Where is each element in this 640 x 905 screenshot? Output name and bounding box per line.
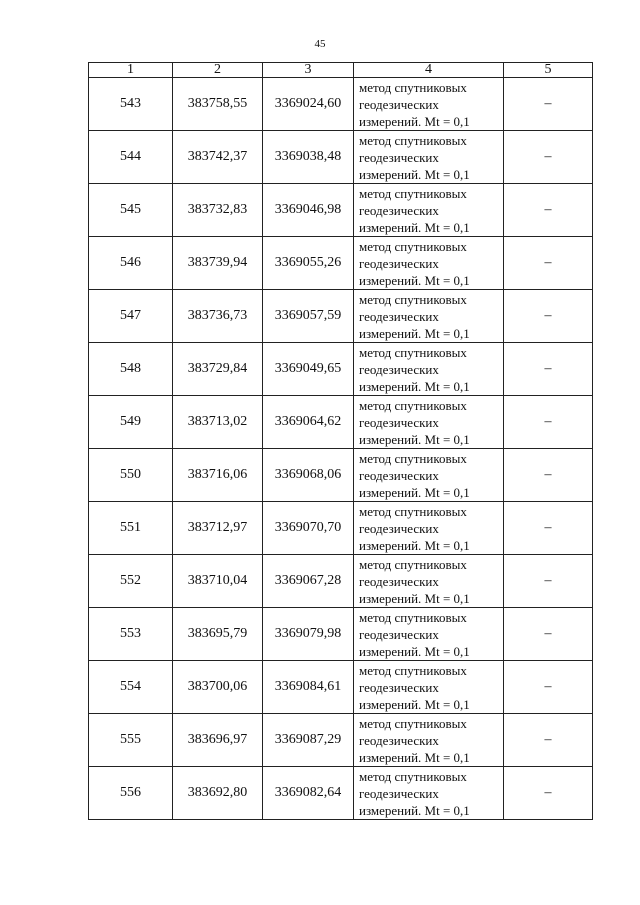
method-line: метод спутниковых xyxy=(359,715,467,731)
method-line: геодезических xyxy=(359,255,439,271)
table-row xyxy=(89,290,593,343)
method-cell xyxy=(354,237,504,290)
method-cell xyxy=(354,608,504,661)
method-line: геодезических xyxy=(359,414,439,430)
method-line: метод спутниковых xyxy=(359,768,467,784)
point-number-cell: 546 xyxy=(89,237,173,290)
note-cell: – xyxy=(504,449,593,502)
header-row xyxy=(89,63,593,78)
y-coordinate-cell: 3369049,65 xyxy=(263,343,354,396)
method-cell xyxy=(354,767,504,820)
method-line: измерений. Mt = 0,1 xyxy=(359,272,470,288)
column-header-4: 4 xyxy=(354,63,504,78)
method-line: метод спутниковых xyxy=(359,238,467,254)
method-line: метод спутниковых xyxy=(359,291,467,307)
column-header-3: 3 xyxy=(263,63,354,78)
point-number-cell: 544 xyxy=(89,131,173,184)
method-line: геодезических xyxy=(359,679,439,695)
note-cell: – xyxy=(504,237,593,290)
x-coordinate-cell: 383736,73 xyxy=(173,290,263,343)
note-cell: – xyxy=(504,131,593,184)
table-row xyxy=(89,449,593,502)
x-coordinate-cell: 383739,94 xyxy=(173,237,263,290)
note-cell: – xyxy=(504,290,593,343)
method-line: измерений. Mt = 0,1 xyxy=(359,325,470,341)
y-coordinate-cell: 3369064,62 xyxy=(263,396,354,449)
note-cell: – xyxy=(504,343,593,396)
method-line: геодезических xyxy=(359,96,439,112)
column-header-5: 5 xyxy=(504,63,593,78)
table-row xyxy=(89,767,593,820)
table-row xyxy=(89,608,593,661)
point-number-cell: 548 xyxy=(89,343,173,396)
method-cell xyxy=(354,131,504,184)
note-cell: – xyxy=(504,555,593,608)
x-coordinate-cell: 383732,83 xyxy=(173,184,263,237)
x-coordinate-cell: 383695,79 xyxy=(173,608,263,661)
method-line: геодезических xyxy=(359,520,439,536)
point-number-cell: 543 xyxy=(89,78,173,131)
table-row xyxy=(89,555,593,608)
x-coordinate-cell: 383716,06 xyxy=(173,449,263,502)
column-header-1: 1 xyxy=(89,63,173,78)
method-line: измерений. Mt = 0,1 xyxy=(359,749,470,765)
method-line: измерений. Mt = 0,1 xyxy=(359,166,470,182)
note-cell: – xyxy=(504,184,593,237)
y-coordinate-cell: 3369055,26 xyxy=(263,237,354,290)
y-coordinate-cell: 3369046,98 xyxy=(263,184,354,237)
table-row xyxy=(89,184,593,237)
point-number-cell: 547 xyxy=(89,290,173,343)
method-cell xyxy=(354,78,504,131)
method-line: геодезических xyxy=(359,785,439,801)
point-number-cell: 554 xyxy=(89,661,173,714)
method-line: измерений. Mt = 0,1 xyxy=(359,113,470,129)
method-line: метод спутниковых xyxy=(359,79,467,95)
table-row xyxy=(89,661,593,714)
method-line: метод спутниковых xyxy=(359,609,467,625)
method-cell xyxy=(354,714,504,767)
y-coordinate-cell: 3369057,59 xyxy=(263,290,354,343)
method-line: измерений. Mt = 0,1 xyxy=(359,537,470,553)
x-coordinate-cell: 383712,97 xyxy=(173,502,263,555)
point-number-cell: 550 xyxy=(89,449,173,502)
column-header-2: 2 xyxy=(173,63,263,78)
table-row xyxy=(89,343,593,396)
table-row xyxy=(89,714,593,767)
table-body xyxy=(89,78,593,820)
method-cell xyxy=(354,502,504,555)
method-line: геодезических xyxy=(359,626,439,642)
note-cell: – xyxy=(504,78,593,131)
x-coordinate-cell: 383700,06 xyxy=(173,661,263,714)
x-coordinate-cell: 383742,37 xyxy=(173,131,263,184)
method-cell xyxy=(354,661,504,714)
table-row xyxy=(89,502,593,555)
method-line: геодезических xyxy=(359,308,439,324)
method-line: измерений. Mt = 0,1 xyxy=(359,219,470,235)
x-coordinate-cell: 383710,04 xyxy=(173,555,263,608)
point-number-cell: 556 xyxy=(89,767,173,820)
method-cell xyxy=(354,396,504,449)
table-row xyxy=(89,78,593,131)
table-row xyxy=(89,131,593,184)
table-header xyxy=(89,63,593,78)
method-line: измерений. Mt = 0,1 xyxy=(359,590,470,606)
method-line: измерений. Mt = 0,1 xyxy=(359,696,470,712)
point-number-cell: 549 xyxy=(89,396,173,449)
note-cell: – xyxy=(504,661,593,714)
method-line: измерений. Mt = 0,1 xyxy=(359,643,470,659)
method-cell xyxy=(354,343,504,396)
x-coordinate-cell: 383692,80 xyxy=(173,767,263,820)
y-coordinate-cell: 3369084,61 xyxy=(263,661,354,714)
method-line: метод спутниковых xyxy=(359,662,467,678)
method-line: метод спутниковых xyxy=(359,450,467,466)
y-coordinate-cell: 3369038,48 xyxy=(263,131,354,184)
method-line: измерений. Mt = 0,1 xyxy=(359,431,470,447)
method-cell xyxy=(354,290,504,343)
y-coordinate-cell: 3369082,64 xyxy=(263,767,354,820)
note-cell: – xyxy=(504,396,593,449)
y-coordinate-cell: 3369067,28 xyxy=(263,555,354,608)
x-coordinate-cell: 383696,97 xyxy=(173,714,263,767)
method-line: геодезических xyxy=(359,149,439,165)
method-cell xyxy=(354,555,504,608)
method-line: геодезических xyxy=(359,732,439,748)
x-coordinate-cell: 383758,55 xyxy=(173,78,263,131)
page-number: 45 xyxy=(314,38,326,50)
y-coordinate-cell: 3369079,98 xyxy=(263,608,354,661)
method-line: геодезических xyxy=(359,361,439,377)
method-cell xyxy=(354,449,504,502)
y-coordinate-cell: 3369024,60 xyxy=(263,78,354,131)
point-number-cell: 545 xyxy=(89,184,173,237)
method-line: геодезических xyxy=(359,573,439,589)
note-cell: – xyxy=(504,608,593,661)
method-line: метод спутниковых xyxy=(359,185,467,201)
y-coordinate-cell: 3369068,06 xyxy=(263,449,354,502)
note-cell: – xyxy=(504,502,593,555)
method-line: метод спутниковых xyxy=(359,397,467,413)
coordinates-table xyxy=(88,62,593,820)
method-line: измерений. Mt = 0,1 xyxy=(359,484,470,500)
method-line: метод спутниковых xyxy=(359,132,467,148)
x-coordinate-cell: 383713,02 xyxy=(173,396,263,449)
method-line: метод спутниковых xyxy=(359,556,467,572)
y-coordinate-cell: 3369087,29 xyxy=(263,714,354,767)
point-number-cell: 551 xyxy=(89,502,173,555)
method-line: измерений. Mt = 0,1 xyxy=(359,802,470,818)
method-line: метод спутниковых xyxy=(359,344,467,360)
y-coordinate-cell: 3369070,70 xyxy=(263,502,354,555)
method-line: геодезических xyxy=(359,202,439,218)
point-number-cell: 555 xyxy=(89,714,173,767)
method-line: измерений. Mt = 0,1 xyxy=(359,378,470,394)
note-cell: – xyxy=(504,714,593,767)
method-line: метод спутниковых xyxy=(359,503,467,519)
table-row xyxy=(89,237,593,290)
note-cell: – xyxy=(504,767,593,820)
method-line: геодезических xyxy=(359,467,439,483)
method-cell xyxy=(354,184,504,237)
point-number-cell: 553 xyxy=(89,608,173,661)
x-coordinate-cell: 383729,84 xyxy=(173,343,263,396)
table-row xyxy=(89,396,593,449)
point-number-cell: 552 xyxy=(89,555,173,608)
